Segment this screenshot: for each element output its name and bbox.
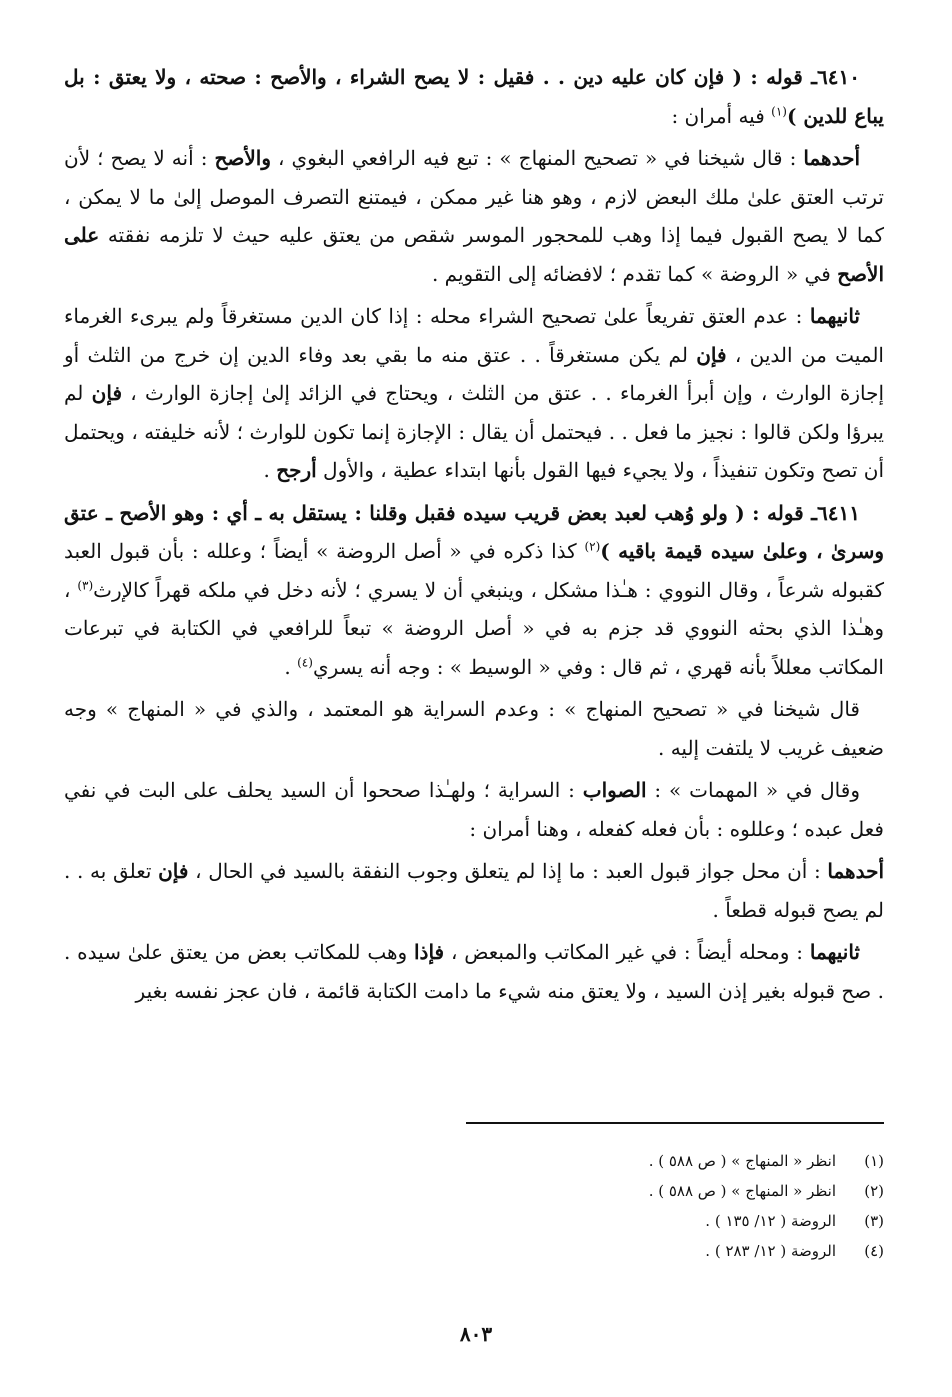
footnote-number: (٤) <box>864 1242 884 1260</box>
paragraph <box>64 494 884 687</box>
paragraph <box>64 297 884 490</box>
bold-text: والأصح <box>214 146 271 170</box>
text-run: : قال شيخنا في « تصحيح المنهاج » : تبع فيه الرافعي البغوي ، <box>270 146 804 170</box>
text-run: : أن محل جواز قبول العبد : ما إذا لم يتعلق وجوب النفقة بالسيد في الحال ، <box>188 859 828 883</box>
footnotes <box>64 1146 884 1266</box>
footnote-number: (٣) <box>864 1212 884 1230</box>
footnote-ref: (٢) <box>584 539 601 554</box>
paragraph <box>64 139 884 293</box>
text-run: : السراية ؛ ولهـٰذا صححوا أن السيد يحلف على البت في نفي فعل عبده ؛ وعللوه : بأن فعله كفعله ، وهنا أمران : <box>64 778 884 841</box>
footnote-ref: (٤) <box>297 654 313 669</box>
bold-text: فإذا <box>414 940 445 964</box>
paragraph <box>64 771 884 848</box>
bold-text: ثانيهما <box>809 304 860 328</box>
text-run: ، وهـٰذا الذي بحثه النووي قد جزم به في « أصل الروضة » تبعاً للرافعي في الكتابة في تبرعات المكاتب معللاً بأنه قهري ، ثم قال : وفي « الوسيط » : وجه أنه يسري <box>64 577 884 679</box>
text-run: تعلق به . . لم يصح قبوله قطعاً . <box>64 859 884 922</box>
text-run: كذا ذكره في « أصل الروضة » أيضاً ؛ وعلله : بأن قبول العبد كقبوله شرعاً ، وقال النووي : هـٰذا مشكل ، وينبغي أن لا يسري ؛ لأنه دخل في ملكه قهراً كالإرث <box>64 539 884 602</box>
paragraph <box>64 933 884 1010</box>
text-run: لم يبرؤا ولكن قالوا : نجيز ما فعل . . فيحتمل أن يقال : الإجازة إنما تكون للوارث ؛ لأنه خليفته ، ويحتمل أن تصح وتكون تنفيذاً ، ولا يجيء فيها القول بأنها ابتداء عطية ، والأول <box>64 381 884 482</box>
bold-text: ثانيهما <box>809 940 860 964</box>
paragraph <box>64 690 884 767</box>
footnote-text: الروضة ( ١٢/ ٢٨٣ ) . <box>705 1242 836 1260</box>
bold-text: ٦٤١٠ـ قوله : ( فإن كان عليه دين . . فقيل : لا يصح الشراء ، والأصح : صحته ، ولا يعتق : بل يباع للدين ) <box>64 65 884 128</box>
text-run: : أنه لا يصح ؛ لأن ترتب العتق علىٰ ملك البعض لازم ، وهو هنا غير ممكن ، فيمتنع التصرف الموصل إلىٰ ما لا يمكن ، كما لا يصح القبول فيما إذا وهب للمحجور الموسر شقص من يعتق عليه حيث لا تلزمه نفقته <box>64 146 884 247</box>
bold-text: الصواب <box>582 778 647 802</box>
text-run: لم يكن مستغرقاً . . عتق منه ما بقي بعد وفاء الدين إن خرج من الثلث أو إجازة الوارث ، وإن أبرأ الغرماء . . عتق من الثلث ، ويحتاج في الزائد إلىٰ إجازة الوارث ، <box>64 342 885 405</box>
footnote <box>64 1146 884 1176</box>
footnote-divider <box>466 1122 884 1124</box>
text-run: قال شيخنا في « تصحيح المنهاج » : وعدم السراية هو المعتمد ، والذي في « المنهاج » وجه ضعيف غريب لا يلتفت إليه . <box>64 697 884 760</box>
bold-text: أرجح <box>276 458 317 482</box>
bold-text: فإن <box>696 342 727 367</box>
text-run: : عدم العتق تفريعاً علىٰ تصحيح الشراء محله : إذا كان الدين مستغرقاً ولم يبرىء الغرماء الميت من الدين ، <box>64 304 884 367</box>
text-run: وقال في « المهمات » : <box>646 778 860 802</box>
text-run: . <box>284 654 298 679</box>
text-run: في « الروضة » كما تقدم ؛ لافضائه إلى التقويم . <box>431 261 838 286</box>
bold-text: فإن <box>158 859 189 883</box>
footnote-text: انظر « المنهاج » ( ص ٥٨٨ ) . <box>648 1182 836 1200</box>
footnote-number: (٢) <box>864 1182 884 1200</box>
footnote-text: الروضة ( ١٢/ ١٣٥ ) . <box>705 1212 836 1230</box>
footnote-ref: (١) <box>771 103 787 118</box>
bold-text: أحدهما <box>803 146 860 170</box>
footnote-number: (١) <box>864 1152 884 1170</box>
main-text <box>64 58 884 1010</box>
footnote <box>64 1176 884 1206</box>
text-run: : ومحله أيضاً : في غير المكاتب والمبعض ، <box>444 940 810 964</box>
bold-text: أحدهما <box>827 859 884 883</box>
paragraph <box>64 58 884 135</box>
text-run: فيه أمران : <box>671 103 772 128</box>
footnote-text: انظر « المنهاج » ( ص ٥٨٨ ) . <box>648 1152 836 1170</box>
bold-text: ٦٤١١ـ قوله : ( ولو وُهب لعبد بعض قريب سيده فقبل وقلنا : يستقل به ـ أي : وهو الأصح ـ عتق وسرىٰ ، وعلىٰ سيده قيمة باقيه ) <box>64 500 885 563</box>
text-run: وهب للمكاتب بعض من يعتق علىٰ سيده . . صح قبوله بغير إذن السيد ، ولا يعتق منه شيء ما دامت الكتابة قائمة ، فان عجز نفسه بغير <box>64 940 884 1003</box>
footnote-ref: (٣) <box>77 577 94 592</box>
footnote <box>64 1206 884 1236</box>
bold-text: على الأصح <box>64 223 884 286</box>
page-number: ٨٠٣ <box>459 1322 493 1346</box>
footnote <box>64 1236 884 1266</box>
text-run: . <box>263 458 277 482</box>
paragraph <box>64 852 884 929</box>
bold-text: فإن <box>91 381 123 405</box>
